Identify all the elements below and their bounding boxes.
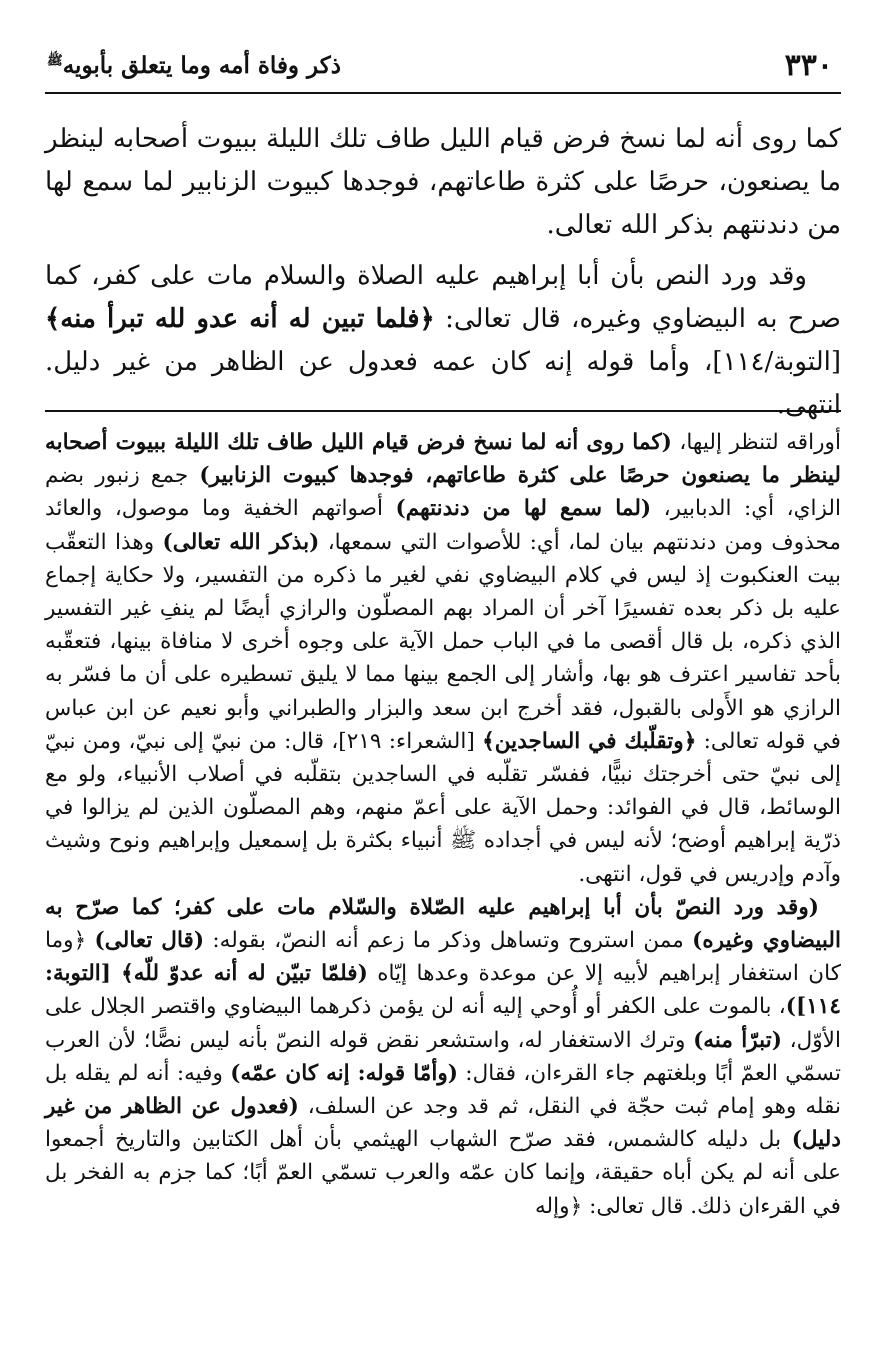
header-rule	[45, 92, 841, 94]
honorific-mark: ﷺ	[47, 53, 63, 69]
commentary-run: [الشعراء: ٢١٩]، قال: من نبيّ إلى نبيّ، ومن نبيّ إلى نبيّ حتى أخرجتك نبيًّا، ففسّر تقلّبه في الساجدين بتقلّبه في أصلاب الأنبياء، ولو مع الوسائط، قال في الفوائد: وحمل الآية على أعمّ منهم، وهم المصلّون الذين لم يزالوا في ذرّية إبراهيم أوضح؛ لأنه ليس في أجداده ﷺ أنبياء بكثرة بل إسمعيل وإبراهيم ونوح وشيث وآدم وإدريس في قول، انتهى.	[45, 728, 841, 887]
quran-verse: ﴿وتقلّبك في الساجدين﴾	[482, 728, 697, 754]
chapter-title-text: ذكر وفاة أمه وما يتعلق بأبويه	[62, 52, 341, 79]
commentary-run: وفيه: أنه لم يقله بل نقله وهو إمام ثبت حجّة في النقل، ثم قد وجد عن السلف،	[45, 1060, 841, 1120]
quoted-main-text: (فلمّا تبيّن له أنه عدوّ للّه﴾ [التوبة: ١١٤])	[45, 961, 841, 1020]
quoted-main-text: (تبرّأ منه)	[693, 1027, 782, 1053]
commentary-run: جمع زنبور بضم الزاي، أي: الدبابير،	[45, 463, 841, 522]
commentary-run: أصواتهم الخفية وما موصول، والعائد محذوف ومن دندنتهم بيان لما، أي: للأصوات التي سمعها،	[45, 496, 841, 555]
main-text-run: وقد ورد النص بأن أبا إبراهيم عليه الصلاة والسلام مات على كفر، كما صرح به البيضاوي وغيره، قال تعالى:	[45, 261, 841, 334]
separator-rule	[45, 410, 841, 412]
quran-verse: ﴿فلما تبين له أنه عدو لله تبرأ منه﴾	[45, 304, 435, 334]
commentary-run: وهذا التعقّب بيت العنكبوت إذ ليس في كلام البيضاوي نفي لغير ما ذكره من التفسير، ولا حكاية إجماع عليه بل ذكر بعده تفسيرًا آخر أن المراد بهم المصلّون والرازي أيضًا لم ينفِ غير التفسير الذي ذكره، بل قال أقصى ما في الباب حمل الآية على وجوه أخرى لا منافاة بينها، فتعقّبه بأحد تفاسير اعترف هو بها، وأشار إلى الجمع بينها مما لا يليق تسطيره على أن ما فسّر به الرازي هو الأَولى بالقبول، فقد أخرج ابن سعد والبزار والطبراني وأبو نعيم عن ابن عباس في قوله تعالى:	[45, 529, 841, 754]
main-text	[45, 118, 841, 427]
commentary-paragraph	[45, 426, 841, 891]
commentary-run: ممن استروح وتساهل وذكر ما زعم أنه النصّ، بقوله:	[204, 928, 693, 954]
commentary-run: ﴿وما كان استغفار إبراهيم لأبيه إلا عن موعدة وعدها إيّاه	[45, 928, 841, 987]
quoted-main-text: (بذكر الله تعالى)	[162, 529, 320, 555]
quoted-main-text: (كما روى أنه لما نسخ فرض قيام الليل طاف تلك الليلة ببيوت أصحابه لينظر ما يصنعون حرصًا على كثرة طاعاتهم، فوجدها كبيوت الزنابير)	[45, 430, 841, 489]
chapter-title	[47, 52, 341, 79]
quoted-main-text: (فعدول عن الظاهر من غير دليل)	[45, 1094, 841, 1153]
main-paragraph	[45, 255, 841, 427]
quoted-main-text: (لما سمع لها من دندنتهم)	[395, 496, 652, 522]
commentary-paragraph	[45, 891, 841, 1223]
quoted-main-text: (قال تعالى)	[94, 928, 205, 954]
page-number: ٣٣٠	[784, 48, 833, 83]
quoted-main-text: (وأمّا قوله: إنه كان عمّه)	[230, 1060, 458, 1086]
commentary-run: وترك الاستغفار له، واستشعر نقض قوله النصّ بأنه ليس نصًّا؛ لأن العرب تسمّي العمّ أبًا وبلغتهم جاء القرءان، فقال:	[45, 1027, 842, 1086]
quoted-main-text: (وقد ورد النصّ بأن أبا إبراهيم عليه الصّلاة والسّلام مات على كفر؛ كما صرّح به البيضاوي وغيره)	[45, 894, 841, 954]
commentary-run: بل دليله كالشمس، فقد صرّح الشهاب الهيثمي بأن أهل الكتابين والتاريخ أجمعوا على أنه لم يكن أباه حقيقة، وإنما كان عمّه والعرب تسمّي العمّ أبًا؛ كما جزم به الفخر بل في القرءان ذلك. قال تعالى: ﴿وإله	[45, 1127, 841, 1219]
commentary-run: أوراقه لتنظر إليها،	[671, 430, 841, 455]
page-header	[45, 46, 841, 86]
main-text-run: [التوبة/١١٤]، وأما قوله إنه كان عمه فعدول عن الظاهر من غير دليل. انتهى.	[45, 347, 841, 420]
main-paragraph: كما روى أنه لما نسخ فرض قيام الليل طاف تلك الليلة ببيوت أصحابه لينظر ما يصنعون، حرصًا على كثرة طاعاتهم، فوجدها كبيوت الزنابير لما سمع لها من دندنتهم بذكر الله تعالى.	[45, 124, 841, 240]
commentary-run: ، بالموت على الكفر أو أُوحي إليه أنه لن يؤمن ذكرهما البيضاوي واقتصر الجلال على الأوّل،	[45, 994, 841, 1053]
commentary-text	[45, 426, 841, 1223]
